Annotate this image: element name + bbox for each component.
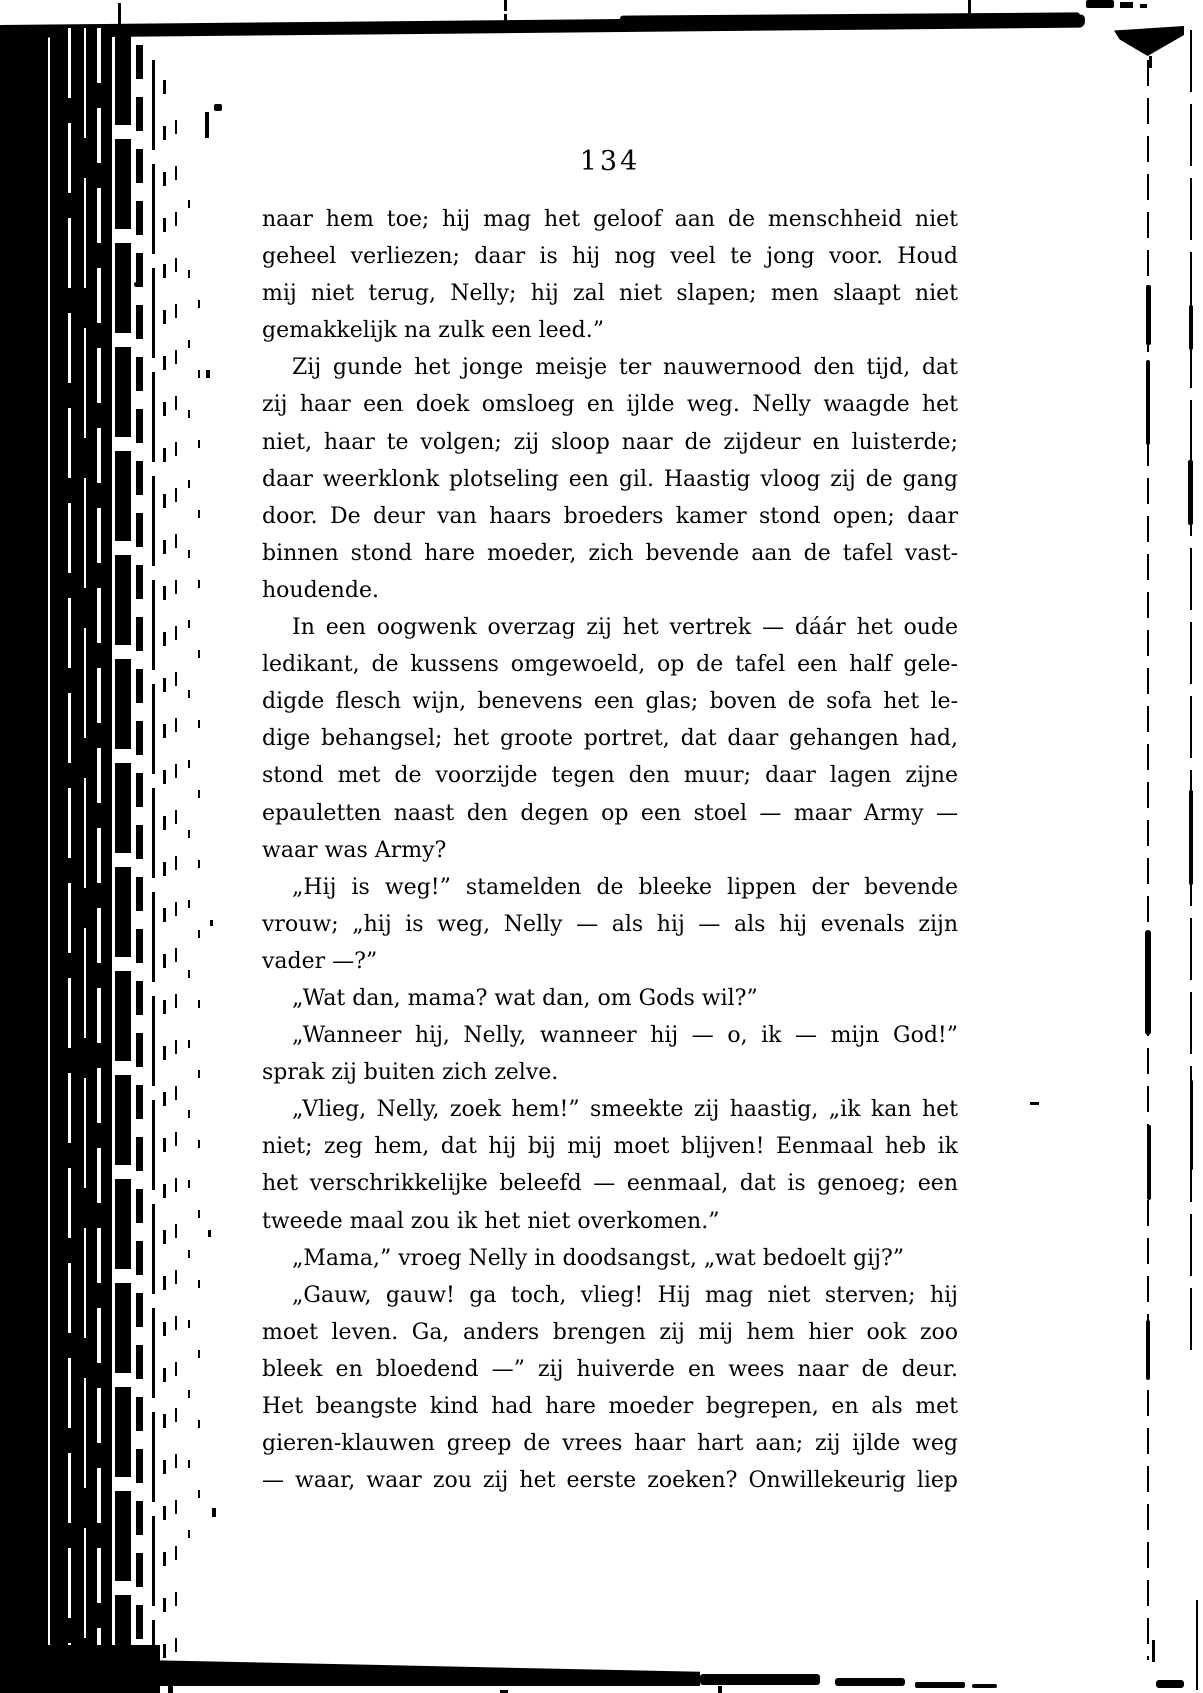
text-line-23: „Wanneer hij, Nelly, wanneer hij — o, ik — mijn God!” (292, 1023, 958, 1049)
page-edge-blob (1188, 460, 1193, 525)
binding-white-streak (68, 28, 71, 1690)
registration-tick (968, 0, 971, 16)
binding-hairline (152, 60, 155, 1680)
registration-tick (504, 0, 507, 11)
binding-white-streak (97, 28, 101, 1690)
ink-speck (208, 1230, 211, 1237)
text-line-27: het verschrikkelijke beleefd — eenmaal, dat is genoeg; een (262, 1171, 958, 1197)
bottom-edge-dash (972, 1684, 997, 1688)
text-line-10: binnen stond hare moeder, zich bevende aan de tafel vast- (262, 540, 958, 566)
bottom-edge-dash (915, 1682, 965, 1688)
text-line-7: niet, haar te volgen; zij sloop naar de zijdeur en luisterde; (262, 429, 958, 455)
binding-hairline (198, 300, 200, 1550)
text-line-8: daar weerklonk plotseling een gil. Haastig vloog zij de gang (262, 466, 958, 492)
page-edge-blob (1146, 360, 1150, 445)
bottom-edge-dash (700, 1674, 820, 1685)
page-edge-tail (1196, 1600, 1198, 1690)
binding-streaks (50, 28, 112, 1690)
corner-fold-mark-top-right (1114, 26, 1184, 56)
page-edge-blob (1146, 285, 1151, 345)
binding-white-streak (84, 28, 86, 1690)
binding-hairline (188, 200, 190, 1600)
text-line-19: „Hij is weg!” stamelden de bleeke lippen der bevende (292, 874, 958, 900)
text-line-2: geheel verliezen; daar is hij nog veel te jong voor. Houd (262, 244, 958, 270)
bottom-edge-scan-bar (0, 1645, 160, 1693)
text-line-29: „Mama,” vroeg Nelly in doodsangst, „wat bedoelt gij?” (292, 1245, 905, 1271)
ink-speck (205, 112, 209, 138)
text-line-35: — waar, waar zou zij het eerste zoeken? Onwillekeurig liep (262, 1468, 958, 1494)
ink-speck (134, 282, 139, 287)
binding-streaks (136, 45, 143, 1685)
text-line-18: waar was Army? (262, 837, 447, 863)
page-edge-tail (1152, 1640, 1155, 1662)
page-edge-blob (1189, 790, 1193, 885)
text-line-14: digde flesch wijn, benevens een glas; boven de sofa het le- (262, 689, 958, 715)
page-text (262, 201, 958, 1499)
text-line-32: bleek en bloedend —” zij huiverde en wees naar de deur. (262, 1356, 958, 1382)
ink-speck (206, 370, 210, 378)
text-line-11: houdende. (262, 577, 379, 603)
registration-tick (118, 3, 121, 29)
binding-hairline (175, 120, 177, 1680)
text-line-24: sprak zij buiten zich zelve. (262, 1060, 559, 1086)
text-line-30: „Gauw, gauw! ga toch, vlieg! Hij mag niet sterven; hij (292, 1282, 958, 1308)
text-line-25: „Vlieg, Nelly, zoek hem!” smeekte zij haastig, „ik kan het (292, 1097, 958, 1123)
ink-speck (212, 1508, 216, 1517)
text-line-1: naar hem toe; hij mag het geloof aan de menschheid niet (262, 207, 958, 232)
page-edge-blob (1145, 930, 1151, 1035)
page-edge-blob (1190, 1080, 1193, 1170)
ink-speck (1086, 0, 1114, 8)
text-line-17: epauletten naast den degen op een stoel — maar Army — (262, 800, 958, 826)
text-line-26: niet; zeg hem, dat hij bij mij moet blijven! Eenmaal heb ik (262, 1134, 958, 1160)
registration-tick (504, 14, 507, 23)
page-edge-blob (1189, 305, 1193, 350)
registration-tick (718, 1686, 722, 1693)
page-edge-blob (1147, 1125, 1151, 1200)
corner-fold-tail (1149, 56, 1152, 68)
ink-speck (1156, 1680, 1184, 1688)
ink-speck (1120, 2, 1133, 8)
text-line-12: In een oogwenk overzag zij het vertrek — dáár het oude (292, 615, 958, 641)
text-line-22: „Wat dan, mama? wat dan, om Gods wil?” (292, 985, 758, 1011)
text-line-5: Zij gunde het jonge meisje ter nauwernood den tijd, dat (292, 355, 958, 381)
text-line-6: zij haar een doek omsloeg en ijlde weg. Nelly waagde het (262, 392, 958, 418)
ink-speck (1140, 4, 1147, 8)
text-line-20: vrouw; „hij is weg, Nelly — als hij — als hij evenals zijn (262, 911, 958, 937)
ink-speck (1030, 1102, 1039, 1105)
page-edge-blob (1146, 1320, 1150, 1380)
text-line-33: Het beangste kind had hare moeder begrepen, en als met (262, 1394, 958, 1419)
text-line-34: gieren-klauwen greep de vrees haar hart aan; zij ijlde weg (262, 1431, 958, 1457)
page-number: 134 (579, 146, 641, 177)
text-line-31: moet leven. Ga, anders brengen zij mij hem hier ook zoo (262, 1319, 958, 1345)
text-line-15: dige behangsel; het groote portret, dat daar gehangen had, (262, 726, 958, 752)
ink-speck (210, 920, 213, 926)
text-line-21: vader —?” (262, 948, 378, 974)
text-line-28: tweede maal zou ik het niet overkomen.” (262, 1208, 720, 1234)
registration-tick (168, 1686, 173, 1693)
bottom-edge-scan-bar (140, 1660, 700, 1686)
text-line-13: ledikant, de kussens omgewoeld, op de tafel een half gele- (262, 652, 958, 678)
binding-streaks (115, 35, 131, 1685)
text-line-9: door. De deur van haars broeders kamer stond open; daar (262, 503, 958, 529)
binding-hairline (163, 80, 166, 1680)
ink-speck (214, 104, 222, 111)
bottom-edge-dash (835, 1678, 905, 1686)
text-line-4: gemakkelijk na zulk een leed.” (262, 318, 604, 344)
binding-shadow-left (0, 25, 48, 1693)
text-line-3: mij niet terug, Nelly; hij zal niet slapen; men slaapt niet (262, 281, 958, 307)
text-line-16: stond met de voorzijde tegen den muur; daar lagen zijne (262, 763, 958, 789)
